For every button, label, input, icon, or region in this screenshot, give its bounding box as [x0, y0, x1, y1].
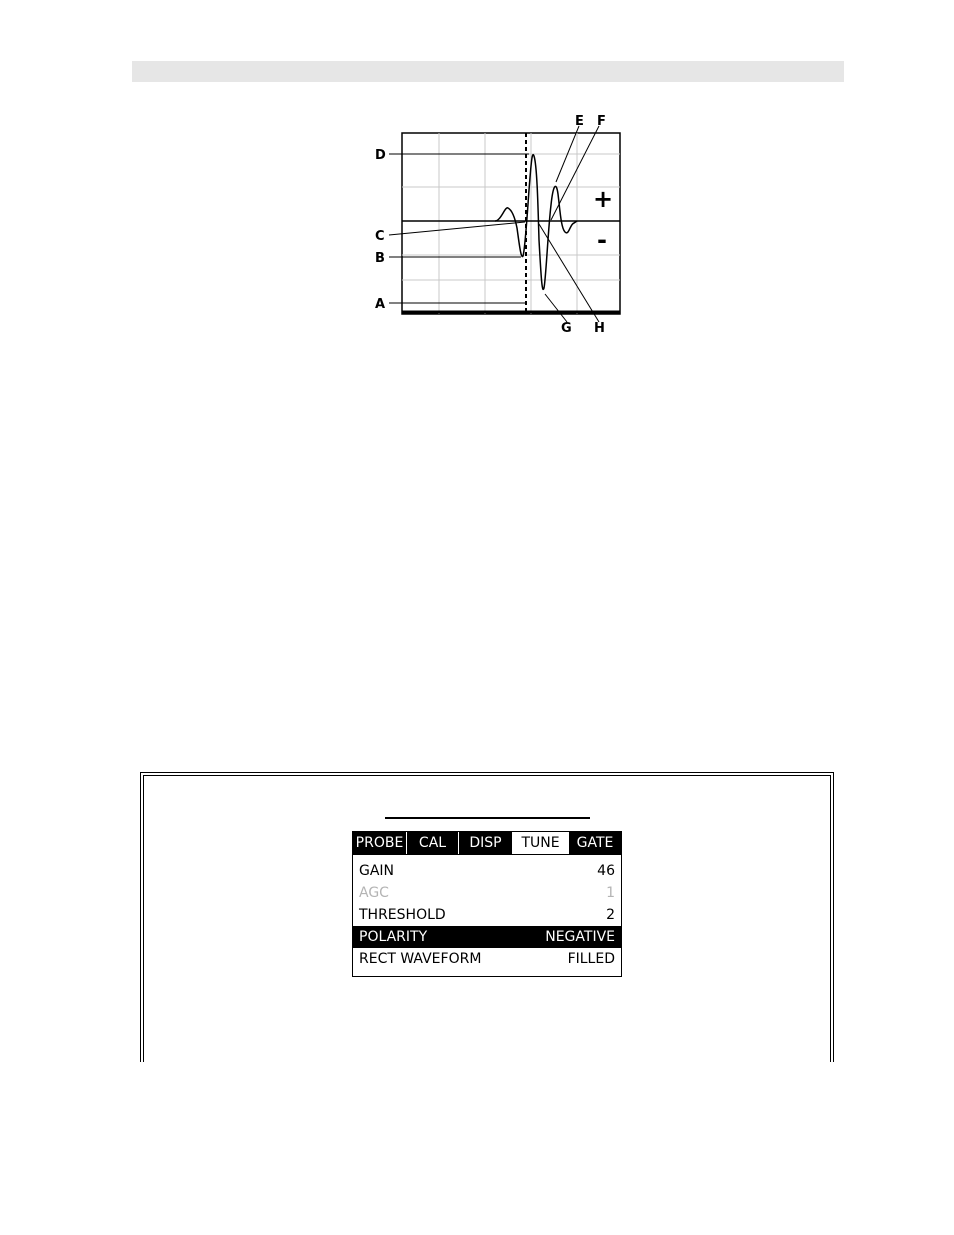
tab-cal[interactable]: CAL [407, 832, 459, 854]
tab-probe[interactable]: PROBE [353, 832, 407, 854]
menu-item-threshold[interactable] [353, 904, 621, 926]
menu-item-value: 2 [606, 907, 615, 923]
menu-item-label: POLARITY [359, 929, 428, 945]
menu-item-value: NEGATIVE [545, 929, 615, 945]
title-underline [385, 817, 590, 819]
callout-d: D [375, 148, 386, 163]
callout-e: E [575, 114, 584, 129]
device-menu-screen [352, 831, 622, 977]
callout-g: G [561, 321, 572, 336]
menu-item-value: 1 [606, 885, 615, 901]
tab-tune[interactable]: TUNE [513, 832, 569, 854]
callout-h: H [594, 321, 605, 336]
tab-disp[interactable]: DISP [459, 832, 513, 854]
menu-item-value: 46 [597, 863, 615, 879]
callout-a: A [375, 297, 386, 312]
menu-item-value: FILLED [567, 951, 615, 967]
tab-gate[interactable]: GATE [569, 832, 621, 854]
waveform-figure [355, 110, 630, 340]
menu-item-rect-waveform[interactable] [353, 948, 621, 970]
menu-item-label: THRESHOLD [359, 907, 446, 923]
callout-f: F [597, 114, 606, 129]
callout-b: B [375, 251, 385, 266]
page-header-bar [132, 61, 844, 82]
menu-item-label: RECT WAVEFORM [359, 951, 482, 967]
menu-tabs [353, 832, 621, 855]
negative-sign: - [597, 226, 607, 254]
waveform-diagram [355, 110, 630, 340]
menu-item-label: GAIN [359, 863, 395, 879]
positive-sign: + [593, 185, 614, 213]
menu-item-list [353, 855, 621, 970]
menu-item-label: AGC [359, 885, 389, 901]
menu-item-agc [353, 882, 621, 904]
menu-item-polarity[interactable] [353, 926, 621, 948]
callout-c: C [375, 229, 385, 244]
menu-item-gain[interactable] [353, 860, 621, 882]
